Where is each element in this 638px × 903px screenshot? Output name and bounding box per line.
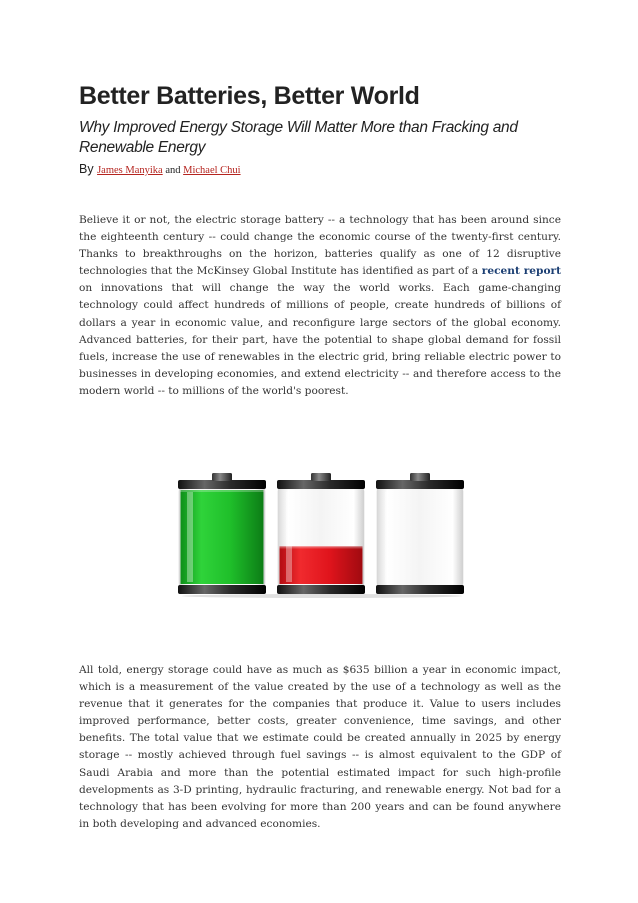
byline [79,162,241,176]
battery-low [277,473,365,594]
battery-terminal [212,473,232,481]
paragraph-1-text-b: on innovations that will change the way the world works. Each game-changing technology could affect hundreds of millions of people, create hundreds of billions of dollars a year in economic value, and reconfigure large sectors of the global economy. Advanced batteries, for their part, have the potential to shape global demand for fossil fuels, increase the use of renewables in the electric grid, bring reliable electric power to businesses in developing economies, and extend electricity -- and therefore access to the modern world -- to millions of the world's poorest. [79,282,561,397]
ground-shadow [182,594,462,598]
battery-bottom-ring [178,585,266,594]
battery-bottom-ring [376,585,464,594]
article-title: Better Batteries, Better World [79,82,420,110]
battery-gloss [385,492,391,582]
recent-report-link[interactable]: recent report [481,265,561,278]
battery-top-ring [376,480,464,489]
author-link-james-manyika[interactable]: James Manyika [97,165,163,176]
paragraph-1-text-a: Believe it or not, the electric storage battery -- a technology that has been around since the eighteenth century -- could change the economic course of the twenty-first century. Thanks to breakthroughs on the horizon, batteries qualify as one of 12 disruptive technologies that the McKinsey Global Institute has identified as part of a [79,214,561,278]
byline-by: By [79,162,94,176]
battery-empty [376,473,464,594]
paragraph-2: All told, energy storage could have as much as $635 billion a year in economic impact, which is a measurement of the value created by the use of a technology as well as the revenue that it generates for the companies that produce it. Value to users includes improved performance, better costs, greater convenience, time savings, and other benefits. The total value that we estimate could be created annually in 2025 by energy storage -- mostly achieved through fuel savings -- is almost equivalent to the GDP of Saudi Arabia and more than the potential estimated impact for such high-profile developments as 3-D printing, hydraulic fracturing, and renewable energy. Not bad for a technology that has been evolving for more than 200 years and can be found anywhere in both developing and advanced economies. [79,664,561,830]
battery-bottom-ring [277,585,365,594]
author-link-michael-chui[interactable]: Michael Chui [183,165,241,176]
battery-top-ring [178,480,266,489]
battery-full [178,473,266,594]
battery-illustration [172,468,472,598]
battery-top-ring [277,480,365,489]
battery-terminal [410,473,430,481]
battery-gloss [187,492,193,582]
byline-and: and [165,165,181,176]
battery-gloss [286,492,292,582]
paragraph-1 [79,212,561,400]
battery-charge-highlight [181,490,264,492]
battery-terminal [311,473,331,481]
article-subtitle: Why Improved Energy Storage Will Matter More than Fracking and Renewable Energy [79,119,518,156]
